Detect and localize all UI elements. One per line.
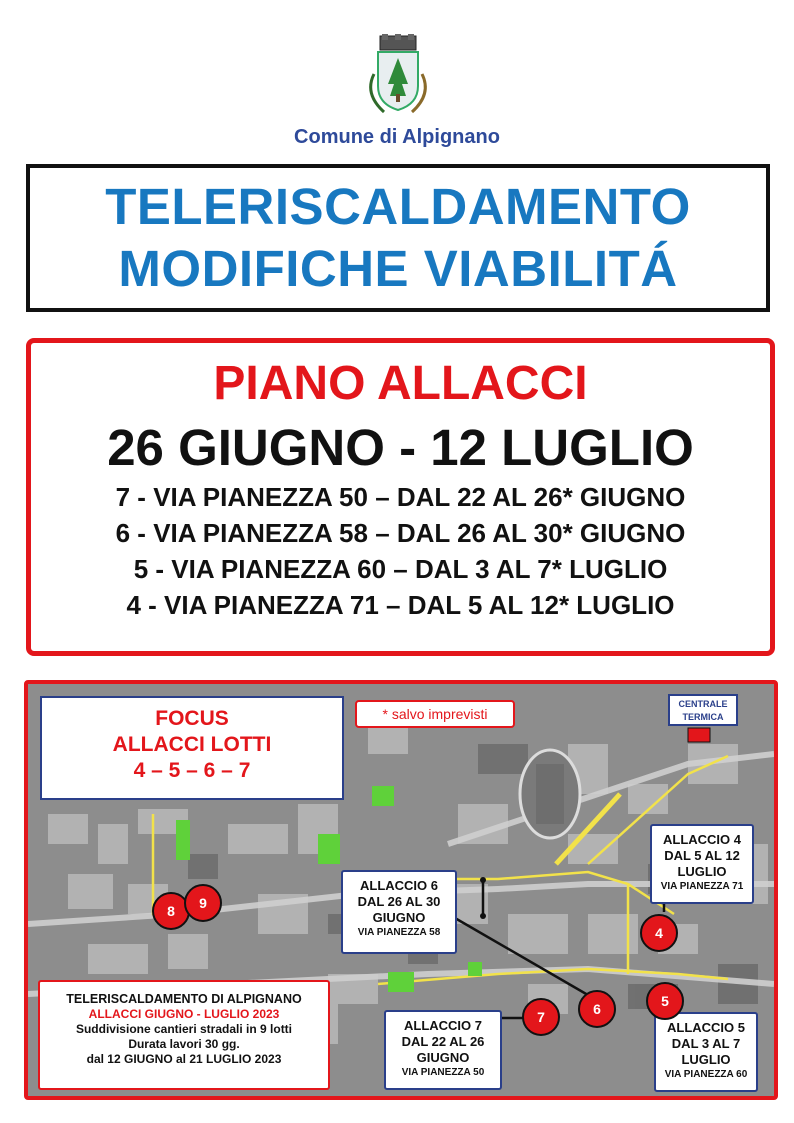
callout-dates: DAL 22 AL 26: [401, 1034, 485, 1049]
callout-title: ALLACCIO 7: [404, 1018, 482, 1033]
plan-box: [26, 338, 775, 656]
marker-lot-5: 5: [646, 982, 684, 1020]
plan-title: PIANO ALLACCI: [213, 357, 588, 410]
plan-item: 4 - VIA PIANEZZA 71 – DAL 5 AL 12* LUGLIO: [126, 590, 675, 620]
marker-lot-6: 6: [578, 990, 616, 1028]
callout-allaccio-7: [384, 1010, 502, 1090]
marker-lot-7: 7: [522, 998, 560, 1036]
callout-dates: DAL 26 AL 30: [357, 894, 441, 909]
summary-period: ALLACCI GIUGNO - LUGLIO 2023: [88, 1007, 280, 1021]
summary-lots: Suddivisione cantieri stradali in 9 lotti: [75, 1022, 293, 1036]
callout-month: LUGLIO: [677, 864, 727, 879]
summary-title: TELERISCALDAMENTO DI ALPIGNANO: [66, 992, 302, 1006]
plan-dates: 26 GIUGNO - 12 LUGLIO: [107, 419, 694, 476]
municipal-crest-logo: [358, 34, 438, 118]
callout-address: VIA PIANEZZA 50: [401, 1067, 485, 1078]
callout-month: GIUGNO: [416, 1050, 470, 1065]
marker-lot-9: 9: [184, 884, 222, 922]
plan-item: 7 - VIA PIANEZZA 50 – DAL 22 AL 26* GIUGNO: [115, 482, 686, 512]
note-box: * salvo imprevisti: [355, 700, 515, 728]
title-line-1: TELERISCALDAMENTO: [105, 178, 691, 235]
callout-allaccio-5: [654, 1012, 758, 1092]
callout-title: ALLACCIO 5: [667, 1020, 745, 1035]
plan-item: 6 - VIA PIANEZZA 58 – DAL 26 AL 30* GIUGNO: [115, 518, 686, 548]
title-box: [26, 164, 770, 312]
centrale-termica-label: [668, 694, 738, 726]
callout-title: ALLACCIO 6: [360, 878, 438, 893]
callout-allaccio-4: [650, 824, 754, 904]
summary-dates: dal 12 GIUGNO al 21 LUGLIO 2023: [86, 1052, 282, 1066]
marker-lot-8: 8: [152, 892, 190, 930]
callout-address: VIA PIANEZZA 58: [357, 927, 441, 938]
centrale-line-1: CENTRALE: [678, 699, 728, 709]
summary-box: [38, 980, 330, 1090]
callout-dates: DAL 3 AL 7: [671, 1036, 741, 1051]
focus-lots: 4 – 5 – 6 – 7: [133, 759, 251, 782]
focus-title: FOCUS: [155, 707, 229, 730]
title-line-2: MODIFICHE VIABILITÁ: [118, 240, 678, 297]
callout-month: GIUGNO: [372, 910, 426, 925]
callout-month: LUGLIO: [681, 1052, 731, 1067]
centrale-line-2: TERMICA: [682, 712, 724, 722]
callout-allaccio-6: [341, 870, 457, 954]
callout-title: ALLACCIO 4: [663, 832, 741, 847]
focus-subtitle: ALLACCI LOTTI: [112, 733, 272, 756]
summary-duration: Durata lavori 30 gg.: [128, 1037, 240, 1051]
callout-address: VIA PIANEZZA 60: [664, 1069, 748, 1080]
plan-item: 5 - VIA PIANEZZA 60 – DAL 3 AL 7* LUGLIO: [133, 554, 668, 584]
marker-lot-4: 4: [640, 914, 678, 952]
aerial-map: [24, 680, 778, 1100]
callout-address: VIA PIANEZZA 71: [660, 881, 744, 892]
municipality-name: Comune di Alpignano: [294, 126, 500, 148]
callout-dates: DAL 5 AL 12: [664, 848, 740, 863]
focus-box: [40, 696, 344, 800]
